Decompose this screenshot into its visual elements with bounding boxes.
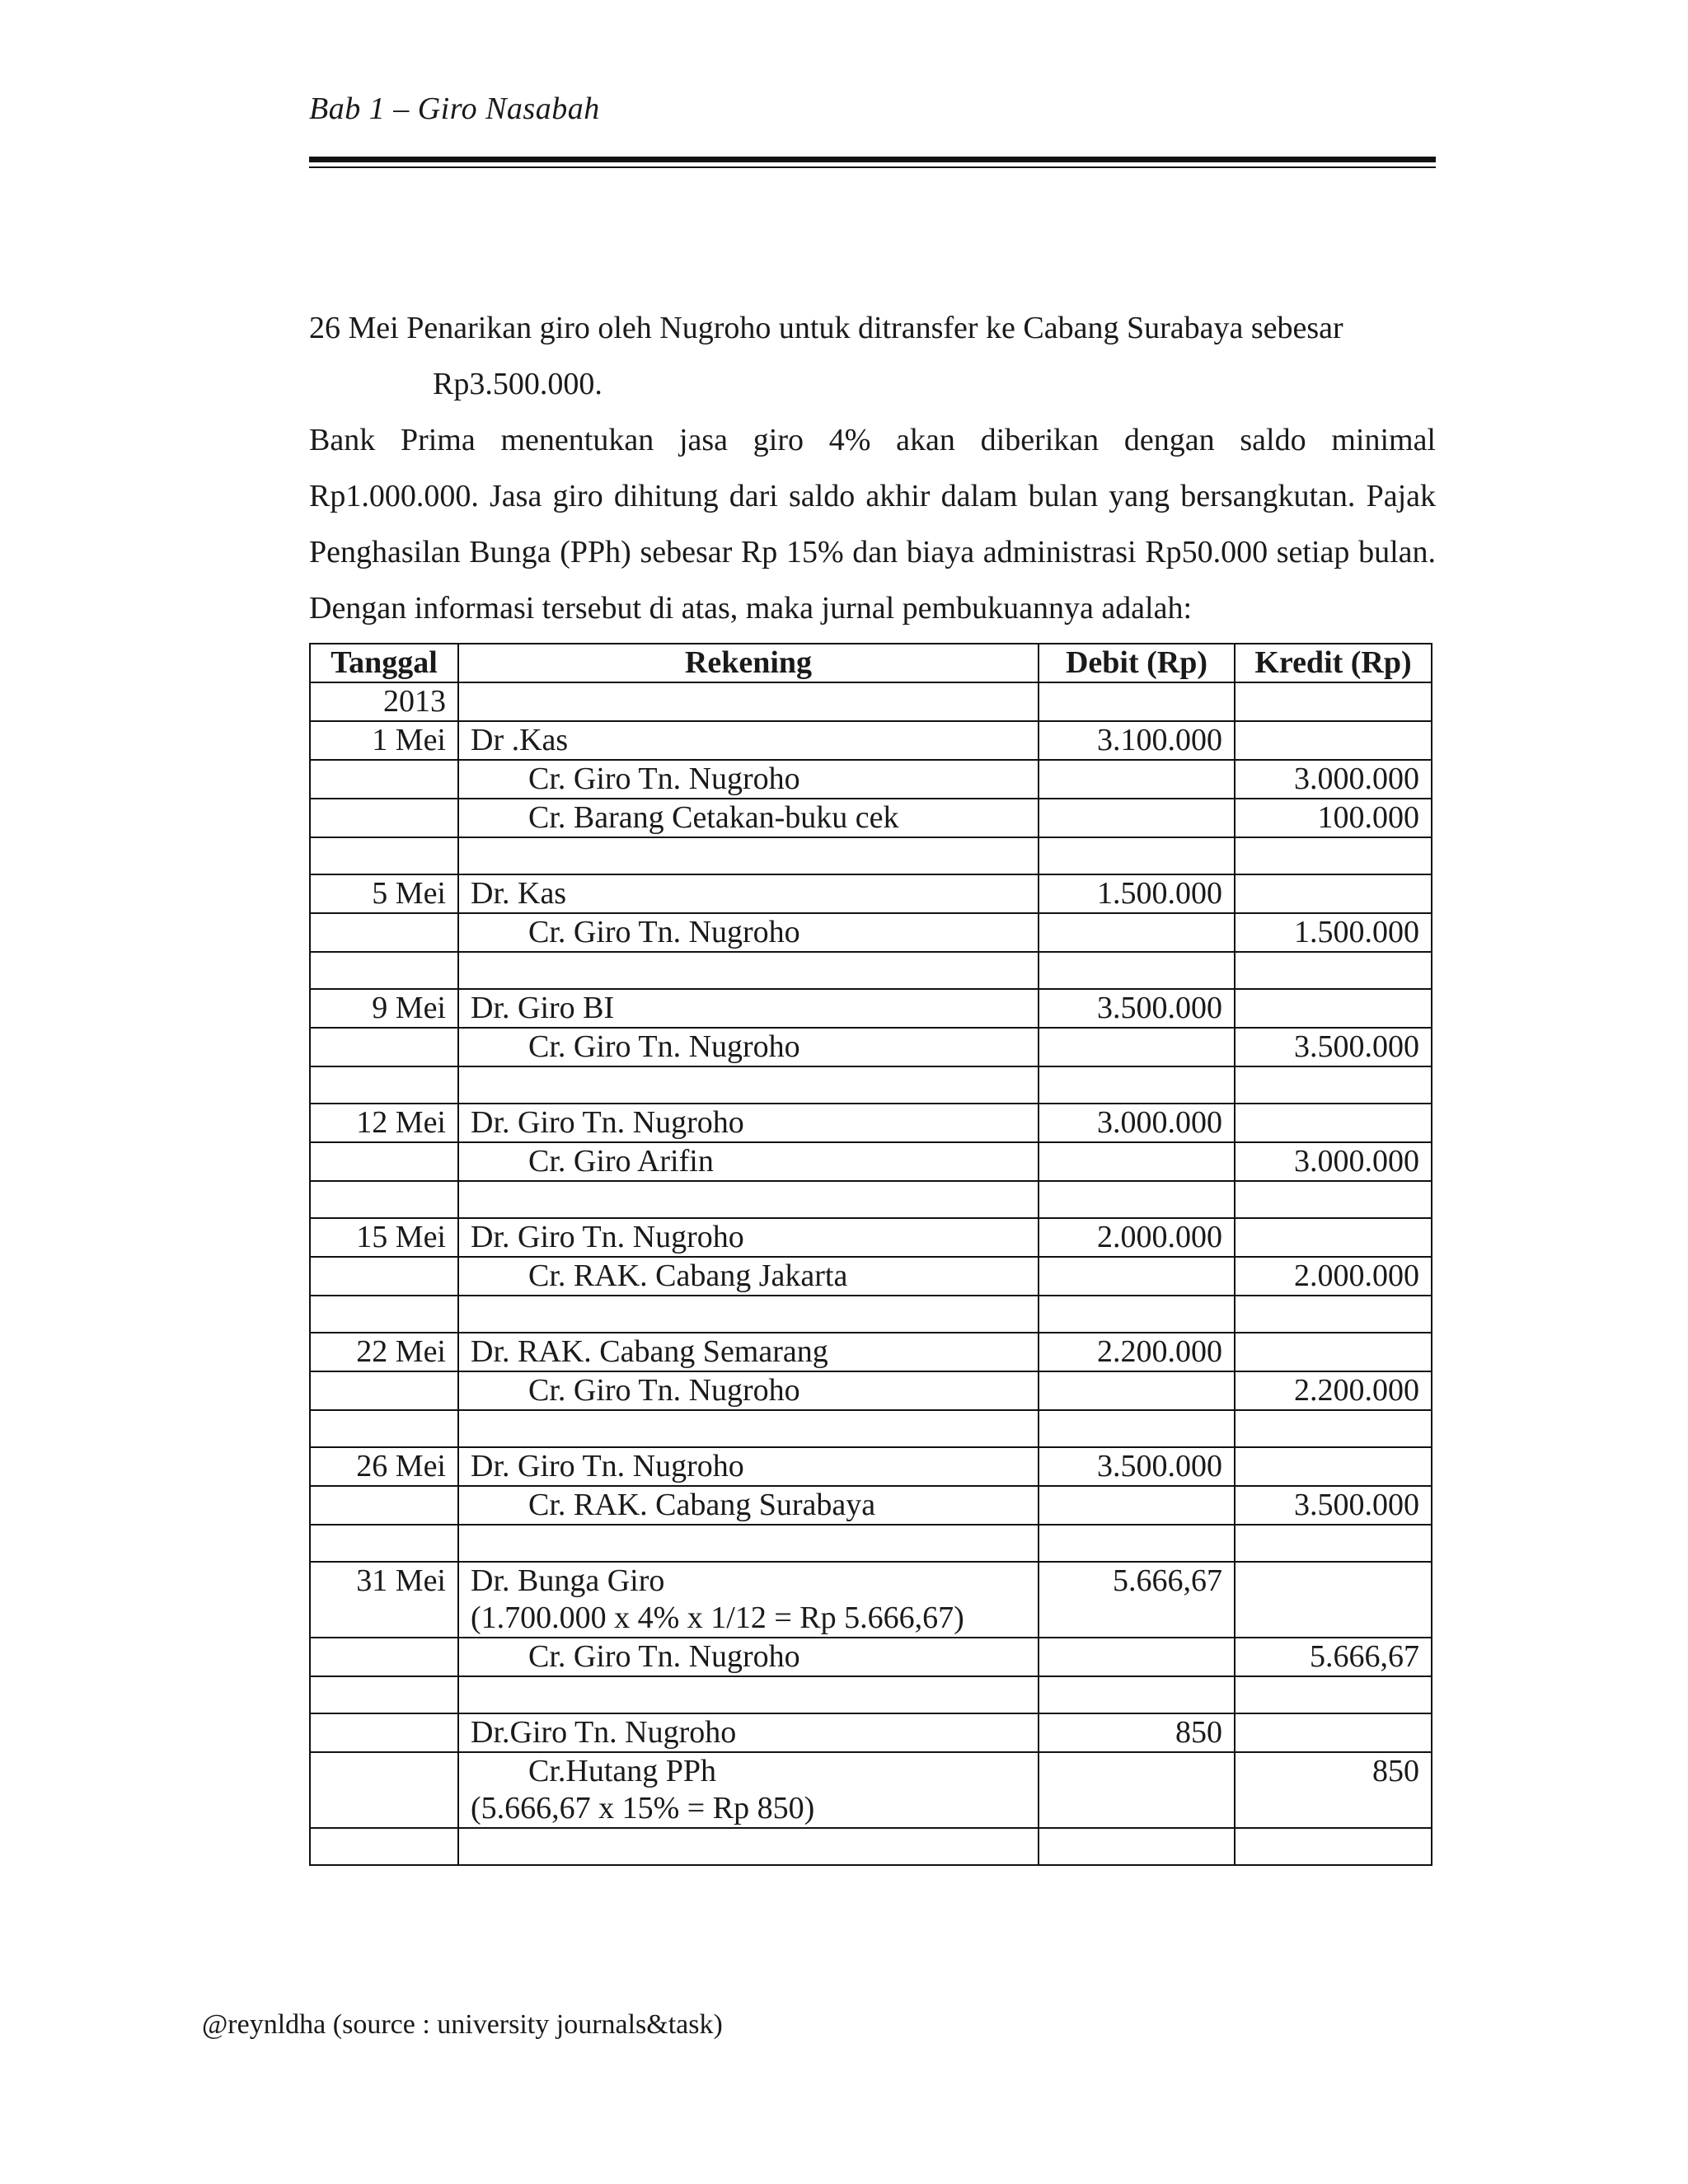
- account-name: Cr. Barang Cetakan-buku cek: [528, 800, 899, 835]
- table-row: [310, 1142, 1432, 1181]
- account-name: Cr. RAK. Cabang Jakarta: [528, 1258, 848, 1293]
- cell-date: [310, 913, 458, 952]
- account-name: Cr. Giro Arifin: [528, 1144, 714, 1179]
- table-row: [310, 1828, 1432, 1865]
- cell-account: [458, 1181, 1039, 1218]
- account-name: Cr. Giro Tn. Nugroho: [528, 1373, 800, 1408]
- cell-debit: [1039, 799, 1235, 837]
- cell-debit: 2.200.000: [1039, 1333, 1235, 1371]
- cell-date: [310, 1181, 458, 1218]
- cell-debit: [1039, 913, 1235, 952]
- account-name: Dr. Giro Tn. Nugroho: [471, 1105, 744, 1140]
- cell-credit: [1235, 989, 1432, 1028]
- cell-credit: 2.000.000: [1235, 1257, 1432, 1296]
- table-row: [310, 1638, 1432, 1676]
- cell-account: [458, 1828, 1039, 1865]
- cell-date: [310, 1486, 458, 1525]
- table-row: [310, 1028, 1432, 1066]
- cell-debit: 850: [1039, 1713, 1235, 1752]
- cell-account: [458, 1562, 1039, 1638]
- account-name: Cr.Hutang PPh: [528, 1754, 717, 1788]
- chapter-header: Bab 1 – Giro Nasabah: [309, 91, 600, 126]
- cell-credit: [1235, 1562, 1432, 1638]
- table-row: [310, 1447, 1432, 1486]
- cell-credit: [1235, 721, 1432, 760]
- cell-credit: [1235, 1181, 1432, 1218]
- table-row: [310, 1371, 1432, 1410]
- cell-account: [458, 1333, 1039, 1371]
- cell-credit: 5.666,67: [1235, 1638, 1432, 1676]
- cell-credit: [1235, 1333, 1432, 1371]
- cell-debit: [1039, 1181, 1235, 1218]
- cell-credit: 850: [1235, 1752, 1432, 1828]
- cell-date: [310, 1371, 458, 1410]
- account-name: Dr. Giro Tn. Nugroho: [471, 1449, 744, 1483]
- account-name: Dr. Kas: [471, 876, 567, 911]
- cell-credit: 2.200.000: [1235, 1371, 1432, 1410]
- cell-account: [458, 1410, 1039, 1447]
- table-row: [310, 799, 1432, 837]
- cell-debit: 3.500.000: [1039, 989, 1235, 1028]
- cell-debit: [1039, 1257, 1235, 1296]
- cell-account: [458, 913, 1039, 952]
- cell-date: [310, 760, 458, 799]
- cell-credit: [1235, 1104, 1432, 1142]
- account-name: Dr. RAK. Cabang Semarang: [471, 1334, 828, 1369]
- cell-account: [458, 1676, 1039, 1713]
- paragraph-line-2: Rp3.500.000.: [433, 367, 603, 401]
- cell-date: [310, 1296, 458, 1333]
- cell-account: [458, 1257, 1039, 1296]
- account-name: Cr. Giro Tn. Nugroho: [528, 762, 800, 796]
- cell-account: [458, 1713, 1039, 1752]
- cell-debit: [1039, 1638, 1235, 1676]
- cell-debit: 1.500.000: [1039, 874, 1235, 913]
- cell-debit: [1039, 1066, 1235, 1104]
- cell-date: 1 Mei: [310, 721, 458, 760]
- cell-credit: [1235, 1676, 1432, 1713]
- table-row: [310, 837, 1432, 874]
- cell-debit: [1039, 1142, 1235, 1181]
- cell-date: [310, 1828, 458, 1865]
- table-row: [310, 1181, 1432, 1218]
- cell-debit: [1039, 1676, 1235, 1713]
- cell-debit: [1039, 1410, 1235, 1447]
- table-row: [310, 1066, 1432, 1104]
- paragraph-line-1: 26 Mei Penarikan giro oleh Nugroho untuk ditransfer ke Cabang Surabaya sebesar: [309, 311, 1343, 345]
- header-tanggal: Tanggal: [310, 644, 458, 682]
- cell-date: [310, 1410, 458, 1447]
- cell-date: [310, 952, 458, 989]
- cell-debit: [1039, 1752, 1235, 1828]
- account-name: Cr. Giro Tn. Nugroho: [528, 1029, 800, 1064]
- journal-table: [309, 643, 1432, 1866]
- cell-account: [458, 1296, 1039, 1333]
- cell-credit: 3.500.000: [1235, 1486, 1432, 1525]
- account-name: Cr. RAK. Cabang Surabaya: [528, 1488, 876, 1522]
- table-row: [310, 1562, 1432, 1638]
- cell-date: [310, 1066, 458, 1104]
- table-row: [310, 682, 1432, 721]
- table-row: [310, 1333, 1432, 1371]
- account-name: Dr. Giro BI: [471, 991, 615, 1025]
- cell-debit: [1039, 760, 1235, 799]
- cell-credit: [1235, 1447, 1432, 1486]
- cell-credit: 3.000.000: [1235, 760, 1432, 799]
- cell-date: [310, 1525, 458, 1562]
- cell-date: [310, 1028, 458, 1066]
- cell-debit: 3.000.000: [1039, 1104, 1235, 1142]
- cell-credit: [1235, 1066, 1432, 1104]
- cell-credit: [1235, 1410, 1432, 1447]
- table-row: [310, 1104, 1432, 1142]
- cell-credit: [1235, 1828, 1432, 1865]
- cell-date: [310, 1676, 458, 1713]
- cell-date: [310, 1638, 458, 1676]
- paragraph-transaction: [309, 300, 1436, 412]
- table-row: [310, 1486, 1432, 1525]
- cell-debit: [1039, 1828, 1235, 1865]
- table-row: [310, 1752, 1432, 1828]
- cell-account: [458, 799, 1039, 837]
- cell-account: [458, 989, 1039, 1028]
- cell-credit: [1235, 874, 1432, 913]
- cell-credit: 3.500.000: [1235, 1028, 1432, 1066]
- table-row: [310, 913, 1432, 952]
- account-name: Dr. Bunga Giro: [471, 1563, 665, 1598]
- cell-account: [458, 1752, 1039, 1828]
- cell-account: [458, 952, 1039, 989]
- table-row: [310, 1410, 1432, 1447]
- table-row: [310, 1676, 1432, 1713]
- header-rule-thin: [309, 166, 1436, 168]
- cell-date: 15 Mei: [310, 1218, 458, 1257]
- cell-debit: [1039, 1296, 1235, 1333]
- table-row: [310, 760, 1432, 799]
- table-row: [310, 1218, 1432, 1257]
- cell-credit: [1235, 1296, 1432, 1333]
- paragraph-info: Bank Prima menentukan jasa giro 4% akan diberikan dengan saldo minimal Rp1.000.000. Jasa giro dihitung dari saldo akhir dalam bulan yang bersangkutan. Pajak Penghasilan Bunga (PPh) sebesar Rp 15% dan biaya administrasi Rp50.000 setiap bulan. Dengan informasi tersebut di atas, maka jurnal pembukuannya adalah:: [309, 423, 1436, 626]
- cell-debit: [1039, 837, 1235, 874]
- account-calculation: (5.666,67 x 15% = Rp 850): [471, 1791, 815, 1825]
- account-name: Cr. Giro Tn. Nugroho: [528, 915, 800, 949]
- cell-account: [458, 1218, 1039, 1257]
- account-calculation: (1.700.000 x 4% x 1/12 = Rp 5.666,67): [471, 1601, 964, 1635]
- cell-account: [458, 1104, 1039, 1142]
- header-rekening: Rekening: [458, 644, 1039, 682]
- cell-account: [458, 837, 1039, 874]
- cell-date: [310, 799, 458, 837]
- table-row: [310, 1525, 1432, 1562]
- cell-account: [458, 1525, 1039, 1562]
- cell-debit: [1039, 682, 1235, 721]
- cell-debit: 3.100.000: [1039, 721, 1235, 760]
- cell-account: [458, 682, 1039, 721]
- cell-credit: [1235, 1218, 1432, 1257]
- cell-account: [458, 1028, 1039, 1066]
- cell-credit: 3.000.000: [1235, 1142, 1432, 1181]
- cell-account: [458, 874, 1039, 913]
- cell-debit: [1039, 1371, 1235, 1410]
- cell-debit: 3.500.000: [1039, 1447, 1235, 1486]
- cell-account: [458, 721, 1039, 760]
- cell-date: [310, 1142, 458, 1181]
- cell-date: [310, 1752, 458, 1828]
- table-row: [310, 1713, 1432, 1752]
- account-name: Cr. Giro Tn. Nugroho: [528, 1639, 800, 1674]
- cell-date: 26 Mei: [310, 1447, 458, 1486]
- cell-date: 2013: [310, 682, 458, 721]
- cell-date: 9 Mei: [310, 989, 458, 1028]
- footer-credit: @reynldha (source : university journals&task): [202, 2009, 723, 2040]
- cell-debit: 5.666,67: [1039, 1562, 1235, 1638]
- cell-credit: 1.500.000: [1235, 913, 1432, 952]
- cell-account: [458, 1142, 1039, 1181]
- table-header-row: [310, 644, 1432, 682]
- cell-credit: [1235, 837, 1432, 874]
- table-row: [310, 1296, 1432, 1333]
- cell-account: [458, 1447, 1039, 1486]
- cell-debit: 2.000.000: [1039, 1218, 1235, 1257]
- account-name: Dr. Giro Tn. Nugroho: [471, 1220, 744, 1254]
- cell-date: 22 Mei: [310, 1333, 458, 1371]
- header-kredit: Kredit (Rp): [1235, 644, 1432, 682]
- cell-debit: [1039, 1525, 1235, 1562]
- cell-date: [310, 1257, 458, 1296]
- cell-account: [458, 1371, 1039, 1410]
- table-row: [310, 952, 1432, 989]
- journal-body: [310, 682, 1432, 1865]
- header-rule-thick: [309, 157, 1436, 162]
- cell-date: 12 Mei: [310, 1104, 458, 1142]
- cell-debit: [1039, 1028, 1235, 1066]
- cell-debit: [1039, 1486, 1235, 1525]
- cell-account: [458, 1066, 1039, 1104]
- cell-credit: 100.000: [1235, 799, 1432, 837]
- table-row: [310, 721, 1432, 760]
- cell-date: [310, 1713, 458, 1752]
- header-debit: Debit (Rp): [1039, 644, 1235, 682]
- table-row: [310, 989, 1432, 1028]
- cell-account: [458, 1638, 1039, 1676]
- cell-credit: [1235, 1525, 1432, 1562]
- account-name: Dr.Giro Tn. Nugroho: [471, 1715, 737, 1750]
- cell-date: 31 Mei: [310, 1562, 458, 1638]
- cell-account: [458, 1486, 1039, 1525]
- account-name: Dr .Kas: [471, 723, 569, 757]
- table-row: [310, 1257, 1432, 1296]
- cell-credit: [1235, 1713, 1432, 1752]
- cell-date: 5 Mei: [310, 874, 458, 913]
- cell-date: [310, 837, 458, 874]
- cell-credit: [1235, 952, 1432, 989]
- cell-debit: [1039, 952, 1235, 989]
- cell-credit: [1235, 682, 1432, 721]
- table-row: [310, 874, 1432, 913]
- cell-account: [458, 760, 1039, 799]
